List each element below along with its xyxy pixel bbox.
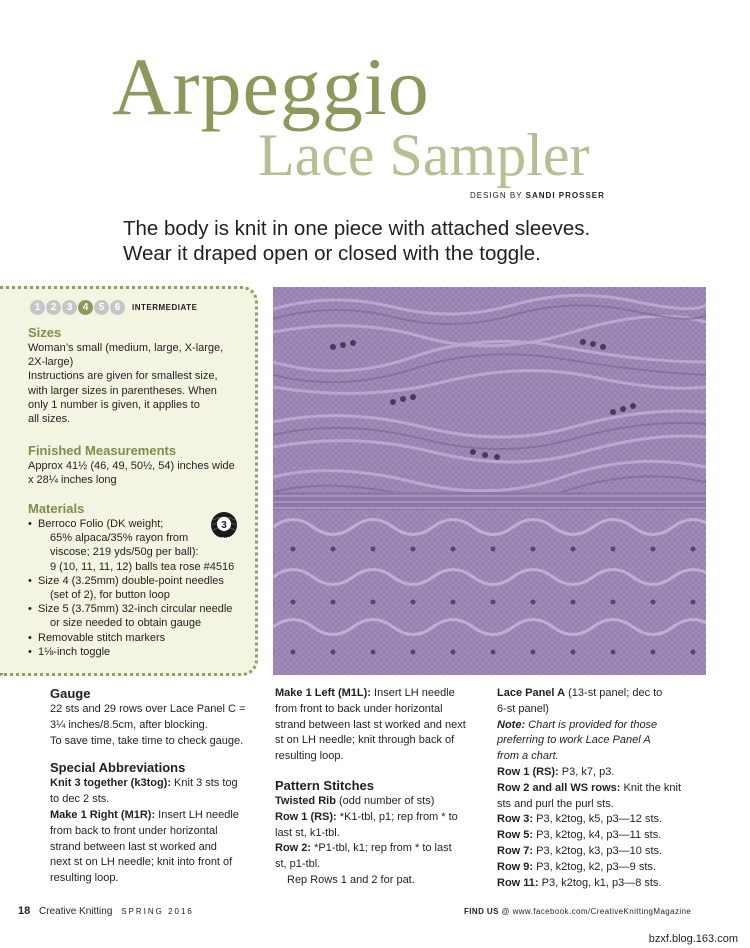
note-line: preferring to work Lace Panel A: [497, 734, 651, 747]
issue-season: SPRING 2016: [121, 907, 194, 916]
k3tog-term: Knit 3 together (k3tog):: [50, 777, 171, 790]
skill-level-4-active: 4: [78, 300, 93, 315]
row2-text-2: st, p1-tbl.: [275, 858, 321, 871]
twisted-rib-block: [275, 794, 490, 889]
materials-item: [28, 574, 254, 602]
row-text: P3, k2tog, k4, p3—11 sts.: [533, 829, 662, 842]
gauge-text: [50, 702, 270, 749]
note-line: from a chart.: [497, 750, 559, 763]
sizes-line: only 1 number is given, it applies to: [28, 398, 200, 411]
row-term: Row 7:: [497, 844, 534, 857]
materials-line: (set of 2), for button loop: [50, 589, 170, 602]
facebook-url: @ www.facebook.com/CreativeKnittingMagazine: [498, 907, 692, 916]
row-text: Knit the knit: [620, 781, 682, 794]
m1r-line: next st on LH needle; knit into front of: [50, 856, 233, 869]
row-text: P3, k2tog, k3, p3—10 sts.: [533, 844, 663, 857]
skill-label: INTERMEDIATE: [132, 303, 198, 312]
sizes-line: 2X-large): [28, 356, 74, 369]
note-text: Chart is provided for those: [525, 718, 658, 731]
lace-fabric-photo: [273, 287, 706, 675]
measurements-line: x 28¼ inches long: [28, 474, 117, 487]
column-gauge-abbreviations: [50, 685, 270, 887]
watermark-text: bzxf.blog.163.com: [648, 933, 738, 945]
deck-line-1: The body is knit in one piece with attached sleeves.: [123, 217, 591, 240]
row1-term: Row 1 (RS):: [275, 810, 337, 823]
k3tog-text: Knit 3 sts tog: [171, 777, 238, 790]
k3tog-text-2: to dec 2 sts.: [50, 793, 110, 806]
skill-level-2: 2: [46, 300, 61, 315]
column-lace-panel-a: [497, 686, 727, 891]
page-number: 18: [18, 905, 31, 917]
page-footer-right: [464, 907, 691, 916]
measurements-text: [28, 459, 254, 487]
designer-credit: [470, 191, 605, 200]
row-text: P3, k2tog, k1, p3—8 sts.: [538, 876, 662, 889]
designer-name: SANDI PROSSER: [525, 191, 605, 200]
sizes-line: Woman’s small (medium, large, X-large,: [28, 342, 224, 354]
page-footer-left: [18, 905, 194, 917]
m1l-line: strand between last st worked and next: [275, 718, 466, 731]
gauge-line: 22 sts and 29 rows over Lace Panel C =: [50, 703, 246, 715]
skill-level-6: 6: [110, 300, 125, 315]
row-term: Row 3:: [497, 813, 534, 826]
twisted-rib-note: (odd number of sts): [335, 794, 435, 807]
article-subtitle: Lace Sampler: [258, 122, 590, 188]
repeat-instruction: Rep Rows 1 and 2 for pat.: [287, 873, 415, 886]
pattern-stitches-heading: Pattern Stitches: [275, 777, 374, 793]
note-term: Note:: [497, 718, 526, 731]
m1r-text: Insert LH needle: [155, 808, 239, 821]
yarn-weight-icon: [208, 510, 240, 542]
m1l-line: resulting loop.: [275, 750, 344, 763]
deck-line-2: Wear it draped open or closed with the toggle.: [123, 242, 541, 265]
gauge-heading: Gauge: [50, 686, 91, 701]
row-text: P3, k2tog, k2, p3—9 sts.: [533, 860, 656, 873]
gauge-line: 3¼ inches/8.5cm, after blocking.: [50, 718, 208, 731]
skill-level-row: [30, 300, 197, 315]
sizes-line: with larger sizes in parentheses. When: [28, 384, 217, 397]
k3tog-definition: [50, 776, 270, 808]
row-term: Row 5:: [497, 829, 534, 842]
materials-line: • Berroco Folio (DK weight;: [38, 518, 164, 530]
lace-panel-a-term: Lace Panel A: [497, 687, 566, 699]
sizes-heading: Sizes: [28, 325, 62, 340]
materials-line: 9 (10, 11, 11, 12) balls tea rose #4516: [50, 560, 235, 573]
m1l-line: st on LH needle; knit through back of: [275, 734, 455, 747]
materials-item: [28, 602, 254, 630]
row2-text: *P1-tbl, k1; rep from * to last: [311, 842, 452, 855]
knit-texture-image: [273, 287, 706, 675]
row-text: P3, k2tog, k5, p3—12 sts.: [533, 813, 663, 826]
row1-text-2: last st, k1-tbl.: [275, 826, 340, 839]
row1-text: *K1-tbl, p1; rep from * to: [336, 810, 458, 823]
materials-line: • Size 5 (3.75mm) 32-inch circular needle: [38, 603, 233, 616]
m1r-line: resulting loop.: [50, 872, 119, 885]
m1l-term: Make 1 Left (M1L):: [275, 687, 371, 699]
m1r-definition: [50, 808, 270, 887]
abbreviations-heading: Special Abbreviations: [50, 760, 186, 776]
materials-line: • Size 4 (3.25mm) double-point needles: [38, 574, 224, 587]
sizes-section: [28, 325, 254, 426]
m1r-line: from back to front under horizontal: [50, 824, 218, 837]
materials-line: 65% alpaca/35% rayon from: [50, 532, 189, 545]
measurements-section: [28, 443, 254, 487]
row-term: Row 1 (RS):: [497, 765, 559, 778]
row-term: Row 9:: [497, 860, 534, 873]
sizes-text: [28, 341, 254, 426]
row-term: Row 2 and all WS rows:: [497, 781, 621, 794]
m1r-term: Make 1 Right (M1R):: [50, 808, 156, 821]
lace-panel-a-text-2: 6-st panel): [497, 702, 549, 715]
skill-level-3: 3: [62, 300, 77, 315]
magazine-name: Creative Knitting: [39, 906, 113, 917]
skill-level-5: 5: [94, 300, 109, 315]
sizes-line: all sizes.: [28, 413, 71, 426]
materials-line: • Removable stitch markers: [38, 631, 166, 644]
materials-item: [28, 645, 254, 659]
m1l-definition: [275, 686, 490, 765]
find-us-label: FIND US: [464, 907, 499, 916]
m1l-line: from front to back under horizontal: [275, 702, 443, 715]
design-by-prefix: DESIGN BY: [470, 191, 523, 200]
materials-heading: Materials: [28, 501, 85, 516]
lace-panel-a-block: [497, 686, 727, 891]
yarn-weight-number: 3: [221, 520, 227, 531]
yarn-weight-label: LIGHT: [217, 536, 231, 541]
materials-line: • 1⅛-inch toggle: [38, 645, 111, 658]
measurements-line: Approx 41½ (46, 49, 50½, 54) inches wide: [28, 460, 235, 472]
article-deck: [123, 216, 723, 266]
materials-line: viscose; 219 yds/50g per ball):: [50, 546, 199, 559]
measurements-heading: Finished Measurements: [28, 443, 177, 458]
row-text: P3, k7, p3.: [558, 765, 615, 778]
materials-line: or size needed to obtain gauge: [50, 617, 202, 630]
column-pattern-stitches: [275, 686, 490, 889]
row2-term: Row 2:: [275, 842, 312, 855]
sizes-line: Instructions are given for smallest size,: [28, 370, 218, 383]
row-term: Row 11:: [497, 876, 539, 889]
lace-panel-a-text: (13-st panel; dec to: [565, 687, 663, 699]
skill-level-1: 1: [30, 300, 45, 315]
row-text: sts and purl the purl sts.: [497, 797, 614, 810]
materials-item: [28, 631, 254, 645]
article-title: Arpeggio: [112, 41, 430, 132]
twisted-rib-term: Twisted Rib: [275, 794, 336, 807]
m1r-line: strand between last st worked and: [50, 840, 217, 853]
m1l-text: Insert LH needle: [370, 687, 455, 699]
gauge-line: To save time, take time to check gauge.: [50, 734, 244, 747]
